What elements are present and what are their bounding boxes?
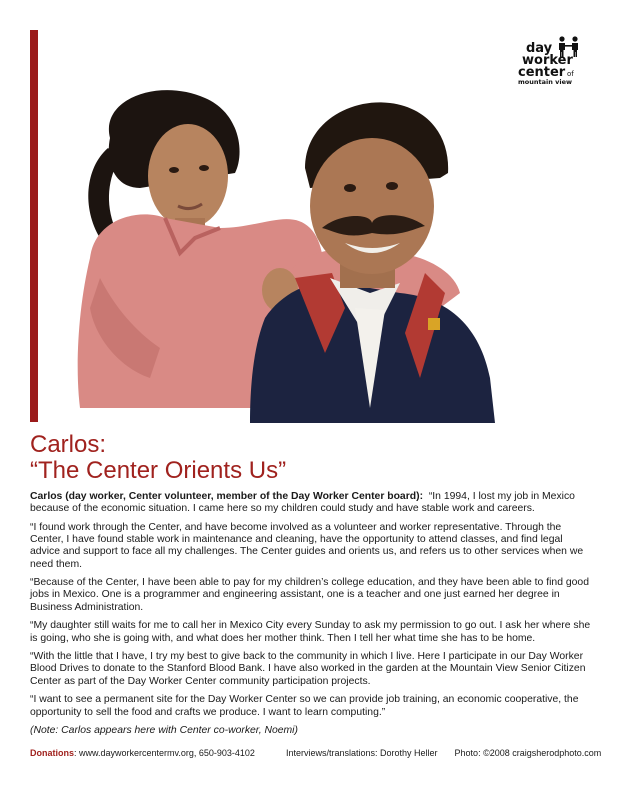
donations-label: Donations — [30, 748, 74, 758]
page-heading — [30, 432, 590, 484]
speaker-intro: Carlos (day worker, Center volunteer, member of the Day Worker Center board): — [30, 491, 424, 502]
heading-name: Carlos: — [30, 431, 107, 458]
article-body — [30, 491, 592, 744]
donations-contact[interactable]: : www.dayworkercentermv.org, 650-903-4102 — [74, 748, 255, 758]
photo-credit: Photo: ©2008 craigsherodphoto.com — [454, 748, 602, 758]
paragraph-1-text: “In 1994, I lost my job in Mexico because of the economic situation. I came here so my children could study and have stable work and careers. — [30, 491, 575, 515]
interviews-credit: Interviews/translations: Dorothy Heller — [285, 748, 438, 758]
photo-note: (Note: Carlos appears here with Center co-worker, Noemi) — [30, 725, 298, 737]
paragraph-5: “With the little that I have, I try my best to give back to the community in which I live. Here I participate in our Day Worker Blood Drives to donate to the Stanford Blood Bank. I have also worked in the garden at the Mountain View Senior Citizen Center as part of the Day Worker Center community participation projects. — [30, 651, 586, 687]
paragraph-4: “My daughter still waits for me to call her in Mexico City every Sunday to ask my permission to go out. I ask her where she is going, who she is going with, and what does her mother think. Then I tell her what time she has to be home. — [30, 620, 591, 644]
paragraph-1 — [30, 491, 592, 515]
logo-text-center: center — [518, 65, 566, 80]
logo-text-mountain-view: mountain view — [518, 78, 572, 86]
paragraph-6: “I want to see a permanent site for the Day Worker Center so we can provide job training, an economic cooperative, the opportunity to sell the food and crafts we produce. I want to learn computing.” — [30, 694, 579, 718]
paragraph-3: “Because of the Center, I have been able to pay for my children’s college education, and they have been able to find good jobs in Mexico. One is a programmer and engineering assistant, one is a teacher and one just earned her degree in Business Administration. — [30, 577, 589, 613]
footer — [30, 748, 602, 759]
accent-bar — [30, 30, 38, 422]
portrait-photo — [70, 78, 510, 423]
paragraph-2: “I found work through the Center, and have become involved as a volunteer and worker representative. Through the Center, I have found stable work in maintenance and cleaning, have the opportunity to attend classes, and find legal advice and support to face all my challenges. The Center guides and orients us, and refers us to other services when we need them. — [30, 521, 584, 570]
logo-text-day: day — [526, 41, 553, 56]
heading-quote: “The Center Orients Us” — [30, 457, 287, 484]
logo-text-of: of — [567, 70, 574, 78]
day-worker-center-logo — [512, 34, 590, 86]
logo-text-worker: worker — [522, 53, 573, 68]
